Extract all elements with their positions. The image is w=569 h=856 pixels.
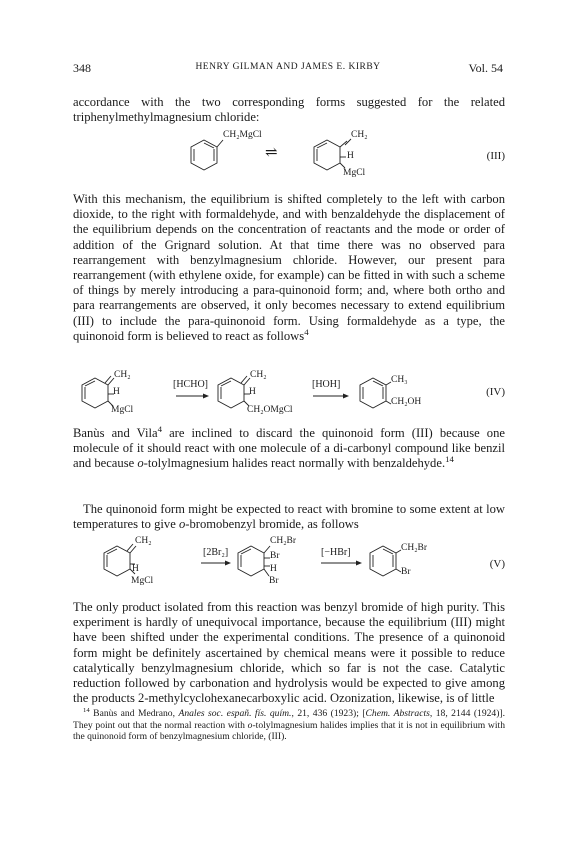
paragraph-4 <box>73 502 505 532</box>
paragraph-3-text-end: -tolylmagnesium halides react normally with benzaldehyde. <box>143 456 446 471</box>
paragraph-4-text: The quinonoid form might be expected to react with bromine to some extent at low temperatures to give <box>73 502 505 532</box>
footnote-citation: , 21, 436 (1923); [ <box>291 708 366 719</box>
v-arrow-1-head <box>225 561 231 566</box>
iv-reagent-2: [HOH] <box>312 379 341 390</box>
equation-v <box>73 536 505 592</box>
iv-arrow-2-head <box>343 394 349 399</box>
v-reagent-2: [−HBr] <box>321 547 351 558</box>
v-m2-br: Br <box>270 551 280 561</box>
v-ring-2 <box>238 546 270 576</box>
equation-label-iii: (III) <box>486 150 505 162</box>
paragraph-1: accordance with the two corresponding forms suggested for the related triphenylmethylmagnesium chloride: <box>73 95 505 125</box>
v-m1-bot: MgCl <box>131 576 154 586</box>
v-m1-top: CH₂ <box>135 536 152 546</box>
iv-m3-bot: CH₂OH <box>391 397 422 407</box>
equation-iii-structures <box>73 130 505 182</box>
equation-iv <box>73 370 505 418</box>
ref-4b: 4 <box>157 423 162 434</box>
footnote-journal-2: Chem. Abstracts <box>365 708 430 719</box>
iv-m1-top: CH₂ <box>114 370 131 380</box>
page-number: 348 <box>73 61 91 75</box>
iv-m2-top: CH₂ <box>250 370 267 380</box>
v-m2-bot: Br <box>269 576 279 586</box>
paragraph-3-ortho: o <box>137 456 144 471</box>
eq3-right-mid: H <box>347 151 354 161</box>
v-m2-top: CH₂Br <box>270 536 297 546</box>
footnote-citation-2: , 18, 2144 (1924)]. They point out that the normal reaction with <box>73 708 506 731</box>
iv-m1-mid: H <box>113 387 120 397</box>
equation-iii <box>73 130 505 182</box>
quinonoid-ring <box>314 139 351 170</box>
v-m3-bot: Br <box>401 567 411 577</box>
benzyl-ring <box>191 140 223 170</box>
paragraph-3 <box>73 423 505 472</box>
eq3-right-top: CH₂ <box>351 130 368 140</box>
footnote-text: -tolylmagnesium halides implies that it is not in equilibrium with the quinonoid form of benzylmagnesium chloride, (III). <box>73 719 505 743</box>
paragraph-2-text: With this mechanism, the equilibrium is shifted completely to the left with carbon dioxide, to the right with formaldehyde, and with benzaldehyde the displacement of the equilibrium depends on the concentration of reactants and the mode or order of addition of the Grignard solution. At that time there was no observed para rearrangement with benzylmagnesium chloride. However, our present para rearrangement (with ethylene oxide, for example) can be fitted in with such a scheme of things by merely introducing a para-quinonoid form; and, where both ortho and para rearrangements are observed, it only becomes necessary to extend equilibrium (III) to include the para-quinonoid form. Using formaldehyde as a type, the quinonoid form is believed to react as follows <box>73 192 505 343</box>
paragraph-3-authors: Banùs and Vila <box>73 426 158 440</box>
v-ring-3 <box>370 546 401 576</box>
ref-4: 4 <box>304 326 309 337</box>
iv-reagent-1: [HCHO] <box>173 379 208 390</box>
iv-m1-bot: MgCl <box>111 405 134 415</box>
footnote-authors: Banùs and Medrano, <box>89 708 179 719</box>
equation-label-iv: (IV) <box>486 386 505 398</box>
volume-number: Vol. 54 <box>468 61 503 75</box>
v-arrow-2-head <box>356 561 362 566</box>
paragraph-4-text-end: -bromobenzyl bromide, as follows <box>185 517 359 532</box>
iv-m3-top: CH₃ <box>391 375 408 385</box>
equation-label-v: (V) <box>489 558 505 570</box>
eq3-right-bot: MgCl <box>343 168 366 178</box>
iv-ring-3 <box>360 378 391 408</box>
iv-arrow-1-head <box>203 394 209 399</box>
iv-ring-2 <box>218 376 250 408</box>
footnote-ortho: o <box>247 719 253 731</box>
paragraph-2 <box>73 192 505 344</box>
equilibrium-arrow: ⇌ <box>265 145 278 161</box>
footnote-14 <box>73 708 505 743</box>
running-title: HENRY GILMAN AND JAMES E. KIRBY <box>195 62 381 72</box>
footnote-marker: 14 <box>83 706 90 714</box>
v-reagent-1: [2Br₂] <box>203 547 229 558</box>
running-header <box>73 61 503 77</box>
footnote-journal: Anales soc. españ. fís. quím. <box>178 708 292 719</box>
iv-m2-bot: CH₂OMgCl <box>247 405 293 415</box>
iv-ring-1 <box>82 376 114 408</box>
eq3-left-group: CH₂MgCl <box>223 130 262 140</box>
paragraph-4-ortho: o <box>178 517 186 532</box>
v-m3-top: CH₂Br <box>401 543 428 553</box>
ref-14: 14 <box>445 454 454 465</box>
v-m1-mid: H <box>132 564 139 574</box>
v-m2-h: H <box>270 564 277 574</box>
paragraph-5: The only product isolated from this reaction was benzyl bromide of high purity. This experiment is hardly of unequivocal importance, because the equilibrium (III) might have been shifted under the experimental conditions. The presence of a quinonoid form might be definitely ascertained by chemical means were it possible to reduce catalytically benzylmagnesium chloride, which so far is not the case. Catalytic reduction followed by carbonation and hydrolysis would be expected to give among the products 2-methylcyclohexanecarboxylic acid. Ozonization, likewise, is of little <box>73 600 505 706</box>
iv-m2-mid: H <box>249 387 256 397</box>
paragraph-3-text: are inclined to discard the quinonoid form (III) because one molecule of it should react with one molecule of a di-carbonyl compound like benzil and because <box>73 426 505 471</box>
